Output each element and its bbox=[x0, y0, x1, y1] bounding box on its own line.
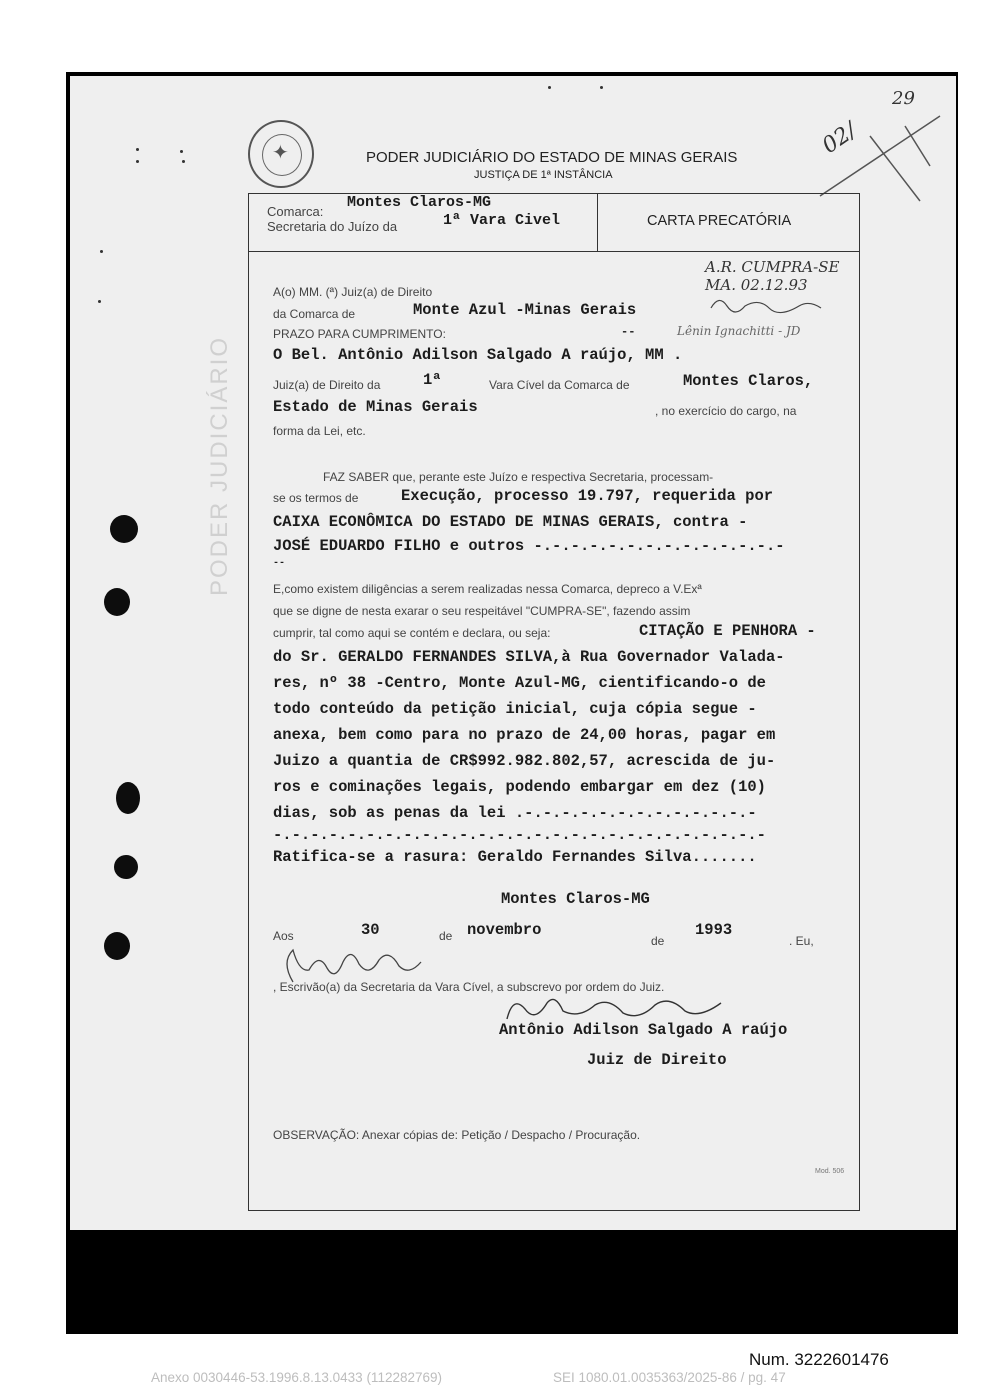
diligencias-line-3b: CITAÇÃO E PENHORA - bbox=[639, 622, 816, 640]
secretaria-label: Secretaria do Juízo da bbox=[267, 219, 398, 234]
faz-saber-line-2b: Execução, processo 19.797, requerida por bbox=[401, 487, 774, 505]
date-month: novembro bbox=[467, 921, 542, 939]
corner-scribble-icon bbox=[810, 106, 950, 206]
speck bbox=[136, 148, 139, 151]
forma-label: forma da Lei, etc. bbox=[273, 424, 366, 438]
header-subtitle: JUSTIÇA DE 1ª INSTÂNCIA bbox=[474, 169, 613, 181]
typed-line: anexa, bem como para no prazo de 24,00 horas, pagar em bbox=[273, 726, 776, 744]
comarca-de-label: da Comarca de bbox=[273, 307, 356, 321]
typed-line: dias, sob as penas da lei .-.-.-.-.-.-.-.-.-.-.-.-.- bbox=[273, 804, 757, 822]
typed-line: do Sr. GERALDO FERNANDES SILVA,à Rua Governador Valada- bbox=[273, 648, 785, 666]
de-label-2: de bbox=[651, 934, 665, 948]
escrivao-line: , Escrivão(a) da Secretaria da Vara Cível, a subscrevo por ordem do Juiz. bbox=[273, 980, 665, 994]
prazo-value: -- bbox=[621, 325, 636, 339]
faz-saber-line-3: CAIXA ECONÔMICA DO ESTADO DE MINAS GERAIS, contra - bbox=[273, 513, 748, 531]
vara-value: Montes Claros, bbox=[683, 372, 814, 390]
form-header-row bbox=[249, 194, 859, 252]
faz-saber-line-1: FAZ SABER que, perante este Juízo e respectiva Secretaria, processam- bbox=[323, 470, 714, 484]
comarca-label: Comarca: bbox=[267, 204, 324, 219]
form-box bbox=[248, 193, 860, 1211]
punch-hole-icon bbox=[110, 515, 138, 543]
corner-handwritten-note: 02/ bbox=[818, 118, 862, 159]
observacao-note: OBSERVAÇÃO: Anexar cópias de: Petição / Despacho / Procuração. bbox=[273, 1128, 641, 1142]
comarca-de-value: Monte Azul -Minas Gerais bbox=[413, 301, 637, 319]
sender-line: O Bel. Antônio Adilson Salgado A raújo, MM . bbox=[273, 346, 683, 364]
estado-value: Estado de Minas Gerais bbox=[273, 398, 478, 416]
speck bbox=[548, 86, 551, 89]
footer-anexo: Anexo 0030446-53.1996.8.13.0433 (112282769) bbox=[151, 1370, 443, 1385]
header-title: PODER JUDICIÁRIO DO ESTADO DE MINAS GERAIS bbox=[366, 149, 738, 166]
stamp-judge: Lênin Ignachitti - JD bbox=[677, 324, 801, 338]
diligencias-line-1: E,como existem diligências a serem realizadas nessa Comarca, depreco a V.Exª bbox=[273, 582, 702, 596]
speck bbox=[100, 250, 103, 253]
typed-line: Ratifica-se a rasura: Geraldo Fernandes Silva....... bbox=[273, 848, 757, 866]
faz-saber-line-2a: se os termos de bbox=[273, 491, 359, 505]
judge-title: Juiz de Direito bbox=[587, 1051, 727, 1069]
date-year: 1993 bbox=[695, 921, 733, 939]
typed-line: ros e cominações legais, podendo embargar em dez (10) bbox=[273, 778, 766, 796]
diligencias-line-2: que se digne de nesta exarar o seu respeitável "CUMPRA-SE", fazendo assim bbox=[273, 604, 691, 618]
speck bbox=[600, 86, 603, 89]
city-line: Montes Claros-MG bbox=[501, 890, 650, 908]
exercicio-label: , no exercício do cargo, na bbox=[655, 404, 797, 418]
document-type: CARTA PRECATÓRIA bbox=[647, 213, 792, 229]
punch-hole-icon bbox=[104, 588, 130, 616]
speck bbox=[180, 150, 183, 153]
header-divider bbox=[597, 194, 598, 252]
faz-saber-line-4: JOSÉ EDUARDO FILHO e outros -.-.-.-.-.-.-.-.-.-.-.-.-.- bbox=[273, 537, 785, 555]
aos-label: Aos bbox=[273, 929, 294, 943]
punch-hole-icon bbox=[116, 782, 140, 814]
stamp-line-2: MA. 02.12.93 bbox=[705, 276, 808, 294]
typed-line: todo conteúdo da petição inicial, cuja cópia segue - bbox=[273, 700, 757, 718]
speck bbox=[98, 300, 101, 303]
judge-name: Antônio Adilson Salgado A raújo bbox=[499, 1021, 788, 1039]
corner-page-number: 29 bbox=[892, 88, 915, 109]
footer-sei: SEI 1080.01.0035363/2025-86 / pg. 47 bbox=[553, 1370, 786, 1385]
comarca-value: Montes Claros-MG bbox=[347, 194, 492, 211]
scanned-page bbox=[66, 72, 958, 1334]
stamp-line-1: A.R. CUMPRA-SE bbox=[705, 258, 840, 276]
document-paper bbox=[70, 76, 956, 1230]
faz-saber-line-5: -- bbox=[273, 558, 286, 569]
juiz-value: 1ª bbox=[423, 371, 442, 389]
eu-label: . Eu, bbox=[789, 934, 814, 948]
speck bbox=[136, 160, 139, 163]
stamp-signature-icon bbox=[709, 294, 829, 318]
typed-line: Juizo a quantia de CR$992.982.802,57, acrescida de ju- bbox=[273, 752, 776, 770]
form-model-number: Mod. 506 bbox=[815, 1168, 845, 1175]
typed-line: -.-.-.-.-.-.-.-.-.-.-.-.-.-.-.-.-.-.-.-.-.-.-.-.-.-.- bbox=[273, 826, 766, 844]
side-watermark: PODER JUDICIÁRIO bbox=[206, 335, 233, 596]
date-day: 30 bbox=[361, 921, 380, 939]
secretaria-value: 1ª Vara Civel bbox=[443, 212, 561, 229]
prazo-label: PRAZO PARA CUMPRIMENTO: bbox=[273, 327, 446, 341]
diligencias-line-3a: cumprir, tal como aqui se contém e declara, ou seja: bbox=[273, 626, 551, 640]
punch-hole-icon bbox=[114, 855, 138, 879]
punch-hole-icon bbox=[104, 932, 130, 960]
de-label-1: de bbox=[439, 929, 453, 943]
addressee-label: A(o) MM. (ª) Juiz(a) de Direito bbox=[273, 285, 433, 299]
speck bbox=[182, 160, 185, 163]
document-number: Num. 3222601476 bbox=[749, 1350, 889, 1369]
typed-line: res, nº 38 -Centro, Monte Azul-MG, cientificando-o de bbox=[273, 674, 766, 692]
juiz-label: Juiz(a) de Direito da bbox=[273, 378, 381, 392]
vara-label: Vara Cível da Comarca de bbox=[489, 378, 630, 392]
coat-of-arms-seal-icon bbox=[248, 120, 314, 188]
